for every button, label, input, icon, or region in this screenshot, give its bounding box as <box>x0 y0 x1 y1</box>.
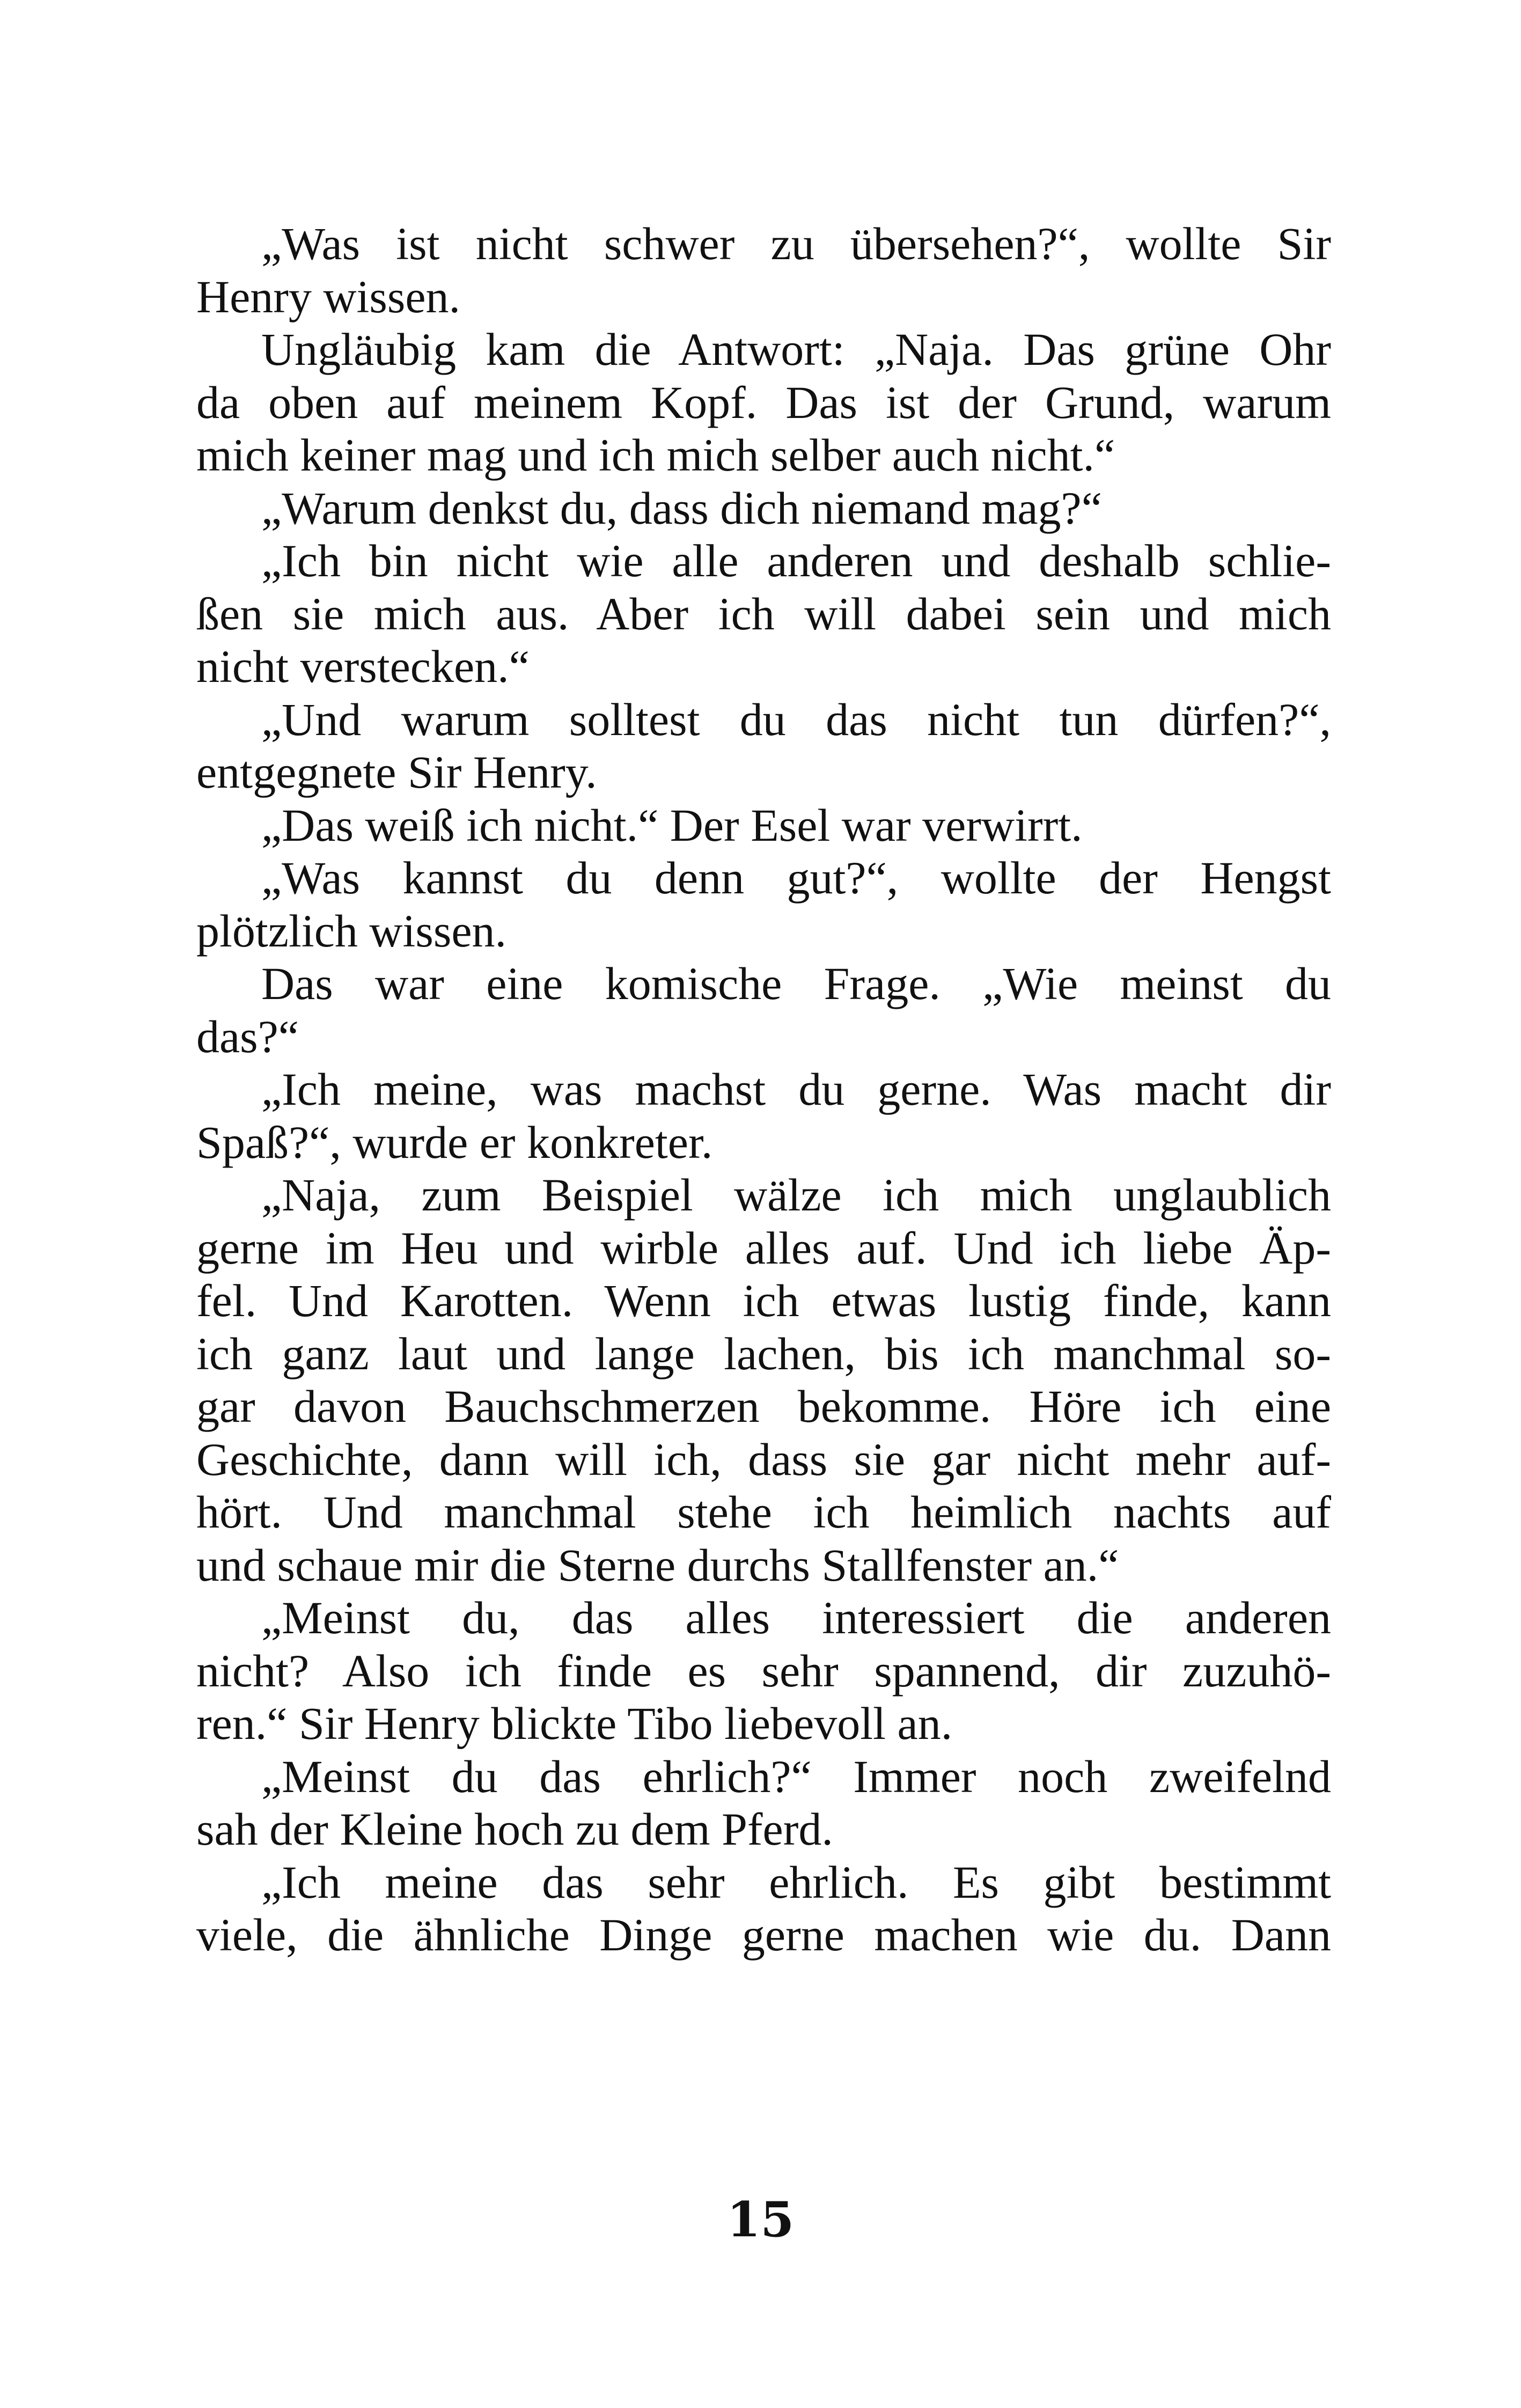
text-line: entgegnete Sir Henry. <box>196 746 597 798</box>
text-line: das?“ <box>196 1010 299 1062</box>
text-line: Henry wissen. <box>196 270 461 322</box>
text-line: plötzlich wissen. <box>196 905 507 957</box>
text-line: „Ich bin nicht wie alle anderen und deshalb schlie- <box>261 535 1331 586</box>
text-line: sah der Kleine hoch zu dem Pferd. <box>196 1803 833 1855</box>
text-line: „Was ist nicht schwer zu übersehen?“, wollte Sir <box>261 218 1331 269</box>
text-line: viele, die ähnliche Dinge gerne machen wie du. Dann <box>196 1909 1331 1961</box>
text-line: nicht? Also ich finde es sehr spannend, dir zuzuhö- <box>196 1645 1331 1697</box>
text-line: Spaß?“, wurde er konkreter. <box>196 1116 713 1168</box>
text-line: ren.“ Sir Henry blickte Tibo liebevoll an. <box>196 1698 953 1749</box>
text-line: Das war eine komische Frage. „Wie meinst du <box>261 958 1331 1009</box>
text-line: nicht verstecken.“ <box>196 641 530 692</box>
text-line: ich ganz laut und lange lachen, bis ich manchmal so- <box>196 1327 1331 1379</box>
text-line: mich keiner mag und ich mich selber auch nicht.“ <box>196 429 1115 481</box>
text-line: „Naja, zum Beispiel wälze ich mich unglaublich <box>261 1169 1331 1221</box>
text-line: ßen sie mich aus. Aber ich will dabei sein und mich <box>196 588 1331 640</box>
page-number: 15 <box>726 2191 795 2248</box>
text-line: gar davon Bauchschmerzen bekomme. Höre ich eine <box>196 1381 1331 1432</box>
text-line: gerne im Heu und wirble alles auf. Und ich liebe Äp- <box>196 1222 1331 1274</box>
text-line: fel. Und Karotten. Wenn ich etwas lustig finde, kann <box>196 1275 1331 1326</box>
text-line: hört. Und manchmal stehe ich heimlich nachts auf <box>196 1486 1331 1538</box>
text-line: „Das weiß ich nicht.“ Der Esel war verwirrt. <box>261 799 1083 851</box>
text-line: „Warum denkst du, dass dich niemand mag?“ <box>261 482 1102 534</box>
text-line: „Ich meine, was machst du gerne. Was macht dir <box>261 1063 1331 1115</box>
text-line: Geschichte, dann will ich, dass sie gar nicht mehr auf- <box>196 1433 1331 1485</box>
text-line: „Und warum solltest du das nicht tun dürfen?“, <box>261 693 1331 745</box>
text-line: da oben auf meinem Kopf. Das ist der Grund, warum <box>196 376 1331 428</box>
text-line: „Was kannst du denn gut?“, wollte der Hengst <box>261 852 1331 904</box>
text-line: Ungläubig kam die Antwort: „Naja. Das grüne Ohr <box>261 324 1331 375</box>
text-line: „Meinst du das ehrlich?“ Immer noch zweifelnd <box>261 1750 1331 1802</box>
text-line: „Meinst du, das alles interessiert die anderen <box>261 1592 1331 1643</box>
body-text <box>196 217 1331 1962</box>
text-line: „Ich meine das sehr ehrlich. Es gibt bestimmt <box>261 1856 1331 1908</box>
text-line: und schaue mir die Sterne durchs Stallfenster an.“ <box>196 1539 1119 1591</box>
